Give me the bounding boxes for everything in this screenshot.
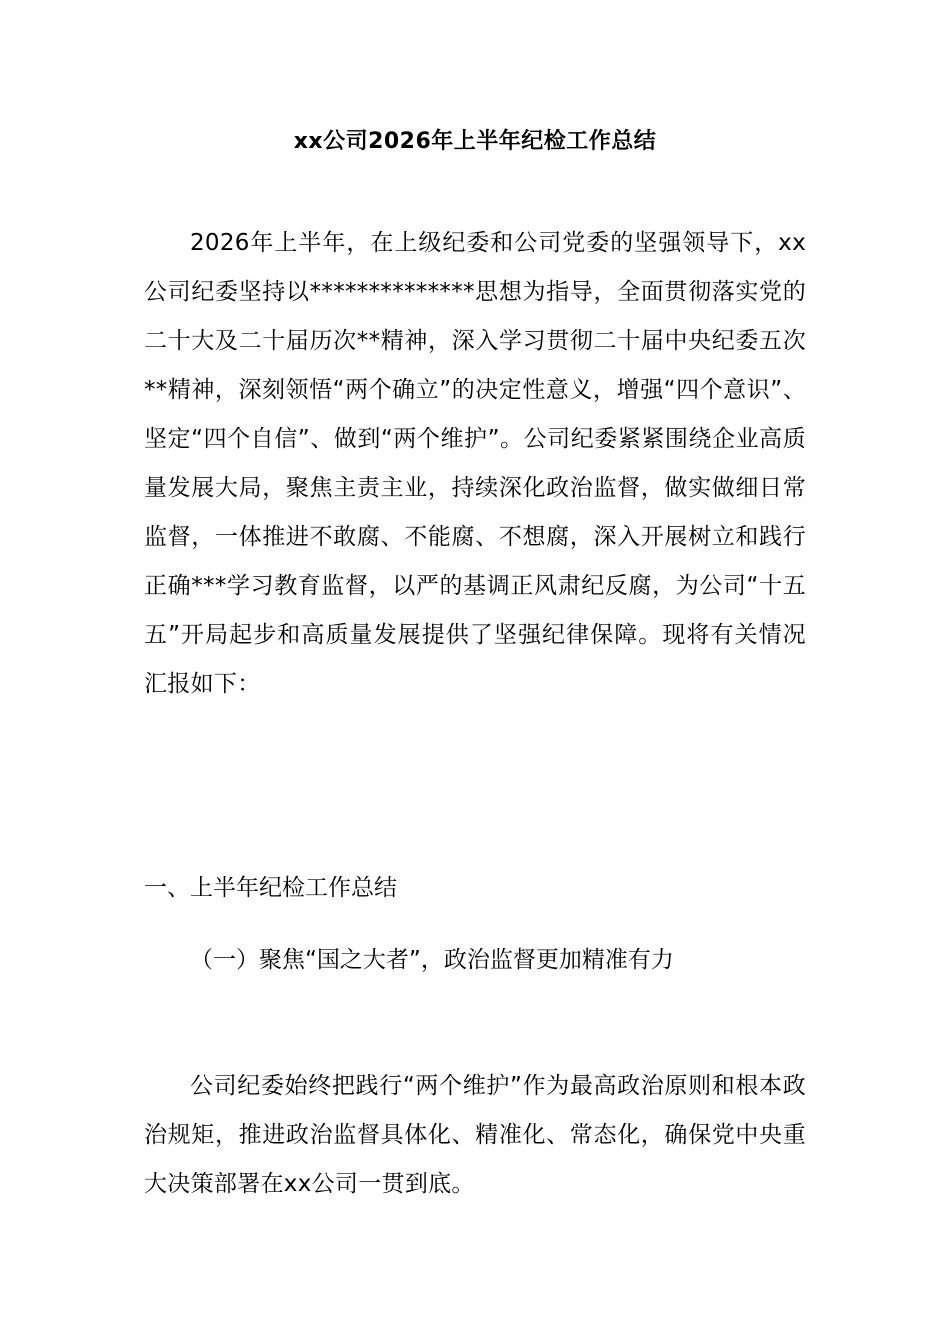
subsection-heading: （一）聚焦“国之大者”，政治监督更加精准有力 [190, 947, 674, 973]
section-heading: 一、上半年纪检工作总结 [144, 875, 397, 901]
subsection-paragraph: 公司纪委始终把践行“两个维护”作为最高政治原则和根本政治规矩，推进政治监督具体化、精准化、常态化，确保党中央重大决策部署在xx公司一贯到底。 [144, 1073, 806, 1197]
document-title: xx公司2026年上半年纪检工作总结 [293, 129, 657, 154]
intro-paragraph: 2026年上半年，在上级纪委和公司党委的坚强领导下，xx公司纪委坚持以**************思想为指导，全面贯彻落实党的二十大及二十届历次**精神，深入学习贯彻二十届中央纪委五次**精神，深刻领悟“两个确立”的决定性意义，增强“四个意识”、坚定“四个自信”、做到“两个维护”。公司纪委紧紧围绕企业高质量发展大局，聚焦主责主业，持续深化政治监督，做实做细日常监督，一体推进不敢腐、不能腐、不想腐，深入开展树立和践行正确***学习教育监督，以严的基调正风肃纪反腐，为公司“十五五”开局起步和高质量发展提供了坚强纪律保障。现将有关情况汇报如下： [144, 230, 806, 697]
